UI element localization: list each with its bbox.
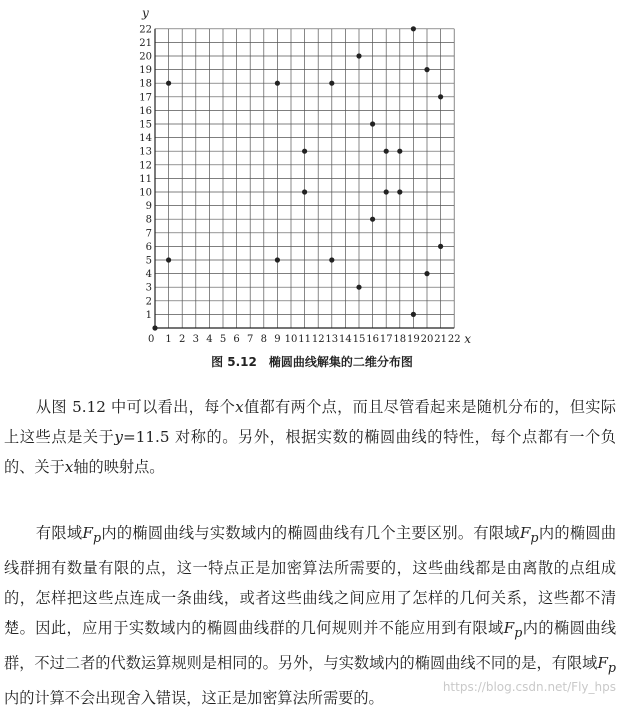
y-tick-label: 13 xyxy=(139,146,152,158)
var-y: y xyxy=(114,428,123,446)
data-point xyxy=(329,81,334,86)
data-point xyxy=(438,244,443,249)
y-tick-label: 8 xyxy=(145,214,152,226)
y-tick-label: 7 xyxy=(145,228,152,240)
data-point xyxy=(370,121,375,126)
text-run: 内的椭圆曲线群，不过二者的代数运算规则是相同的。另外，与实数域内的椭圆曲线不同的是，有限域 xyxy=(4,619,617,673)
watermark: https://blog.csdn.net/Fly_hps xyxy=(442,680,616,694)
x-tick-label: 21 xyxy=(434,334,447,345)
text-run: =11.5 对称的。另外，根据实数的椭圆曲线的特性，每个点都有一个负的、关于 xyxy=(4,428,616,476)
data-point xyxy=(152,325,157,330)
y-tick-label: 2 xyxy=(145,296,152,308)
data-point xyxy=(411,26,416,31)
text-run: 有限域 xyxy=(35,524,83,542)
x-tick-label: 14 xyxy=(339,334,352,345)
y-tick-label: 14 xyxy=(139,133,152,145)
x-tick-label: 10 xyxy=(284,334,298,345)
figure-caption xyxy=(0,353,624,370)
x-tick-label: 4 xyxy=(206,334,213,345)
data-point xyxy=(356,285,361,290)
y-tick-label: 16 xyxy=(139,105,152,117)
y-tick-label: 6 xyxy=(145,241,152,253)
x-tick-label: 13 xyxy=(325,334,339,345)
text-run: 值都有两个点，而且尽管看起来是随机分布的，但实际上这些点是关于 xyxy=(4,398,616,446)
field-symbol: $F_p$ xyxy=(82,524,102,546)
data-point xyxy=(329,257,334,262)
scatter-figure xyxy=(0,0,624,350)
x-axis-label: x xyxy=(464,332,471,346)
x-tick-label: 20 xyxy=(420,334,434,345)
x-tick-label: 7 xyxy=(247,334,254,345)
text-run: 从图 5.12 中可以看出，每个 xyxy=(35,398,236,416)
origin-label: 0 xyxy=(148,334,155,345)
y-tick-label: 15 xyxy=(139,119,152,131)
var-x: x xyxy=(235,398,244,416)
y-tick-label: 4 xyxy=(145,269,152,281)
x-tick-label: 18 xyxy=(393,334,407,345)
data-point xyxy=(302,149,307,154)
y-axis-label: y xyxy=(142,5,149,20)
x-tick-label: 22 xyxy=(447,334,461,345)
text-run: 内的椭圆曲线与实数域内的椭圆曲线有几个主要区别。有限域 xyxy=(101,524,520,542)
y-tick-label: 10 xyxy=(139,187,152,199)
y-tick-label: 19 xyxy=(139,65,152,77)
x-tick-label: 17 xyxy=(379,334,393,345)
data-point xyxy=(370,217,375,222)
field-symbol: $F_p$ xyxy=(503,619,523,641)
data-point xyxy=(397,189,402,194)
x-tick-label: 9 xyxy=(274,334,281,345)
data-point xyxy=(438,94,443,99)
field-symbol: $F_p$ xyxy=(519,524,539,546)
figure-title: 椭圆曲线解集的二维分布图 xyxy=(268,355,413,369)
x-tick-label: 6 xyxy=(233,334,240,345)
x-tick-label: 2 xyxy=(179,334,186,345)
y-tick-label: 21 xyxy=(139,37,152,49)
text-run: 轴的映射点。 xyxy=(73,458,165,476)
y-tick-label: 20 xyxy=(139,51,152,63)
x-tick-label: 8 xyxy=(260,334,267,345)
y-tick-label: 22 xyxy=(139,24,152,36)
y-tick-label: 11 xyxy=(139,173,152,185)
text-run: 内的计算不会出现舍入错误，这正是加密算法所需要的。 xyxy=(4,689,384,708)
data-point xyxy=(397,149,402,154)
x-tick-label: 19 xyxy=(407,334,420,345)
data-point xyxy=(411,312,416,317)
y-tick-label: 18 xyxy=(139,78,152,90)
data-point xyxy=(302,189,307,194)
chart-grid xyxy=(155,29,454,328)
data-point xyxy=(166,257,171,262)
x-tick-label: 12 xyxy=(311,334,325,345)
y-tick-label: 3 xyxy=(145,282,152,294)
x-tick-label: 1 xyxy=(165,334,172,345)
y-tick-label: 12 xyxy=(139,160,152,172)
data-point xyxy=(275,257,280,262)
data-point xyxy=(424,271,429,276)
data-point xyxy=(424,67,429,72)
data-point xyxy=(384,149,389,154)
data-point xyxy=(356,53,361,58)
x-tick-label: 16 xyxy=(366,334,379,345)
y-tick-label: 17 xyxy=(139,92,152,104)
var-x: x xyxy=(64,458,74,476)
data-point xyxy=(275,81,280,86)
chart-tick-labels xyxy=(139,24,460,345)
data-point xyxy=(166,81,171,86)
x-tick-label: 3 xyxy=(192,334,199,345)
x-tick-label: 11 xyxy=(298,334,311,345)
text-run: 内的椭圆曲线群拥有数量有限的点，这一特点正是加密算法所需要的，这些曲线都是由离散的点组成的，怎样把这些点连成一条曲线，或者这些曲线之间应用了怎样的几何关系，这些都不清楚。因此，应用于实数域内的椭圆曲线群的几何规则并不能应用到有限域 xyxy=(4,524,617,638)
field-symbol: $F_p$ xyxy=(597,654,616,676)
paragraph-1 xyxy=(4,392,616,482)
y-tick-label: 1 xyxy=(145,309,152,321)
figure-number: 图 5.12 xyxy=(211,355,257,369)
x-tick-label: 15 xyxy=(352,334,366,345)
x-tick-label: 5 xyxy=(219,334,227,345)
y-tick-label: 5 xyxy=(145,255,152,267)
y-tick-label: 9 xyxy=(145,201,152,213)
data-point xyxy=(384,189,389,194)
